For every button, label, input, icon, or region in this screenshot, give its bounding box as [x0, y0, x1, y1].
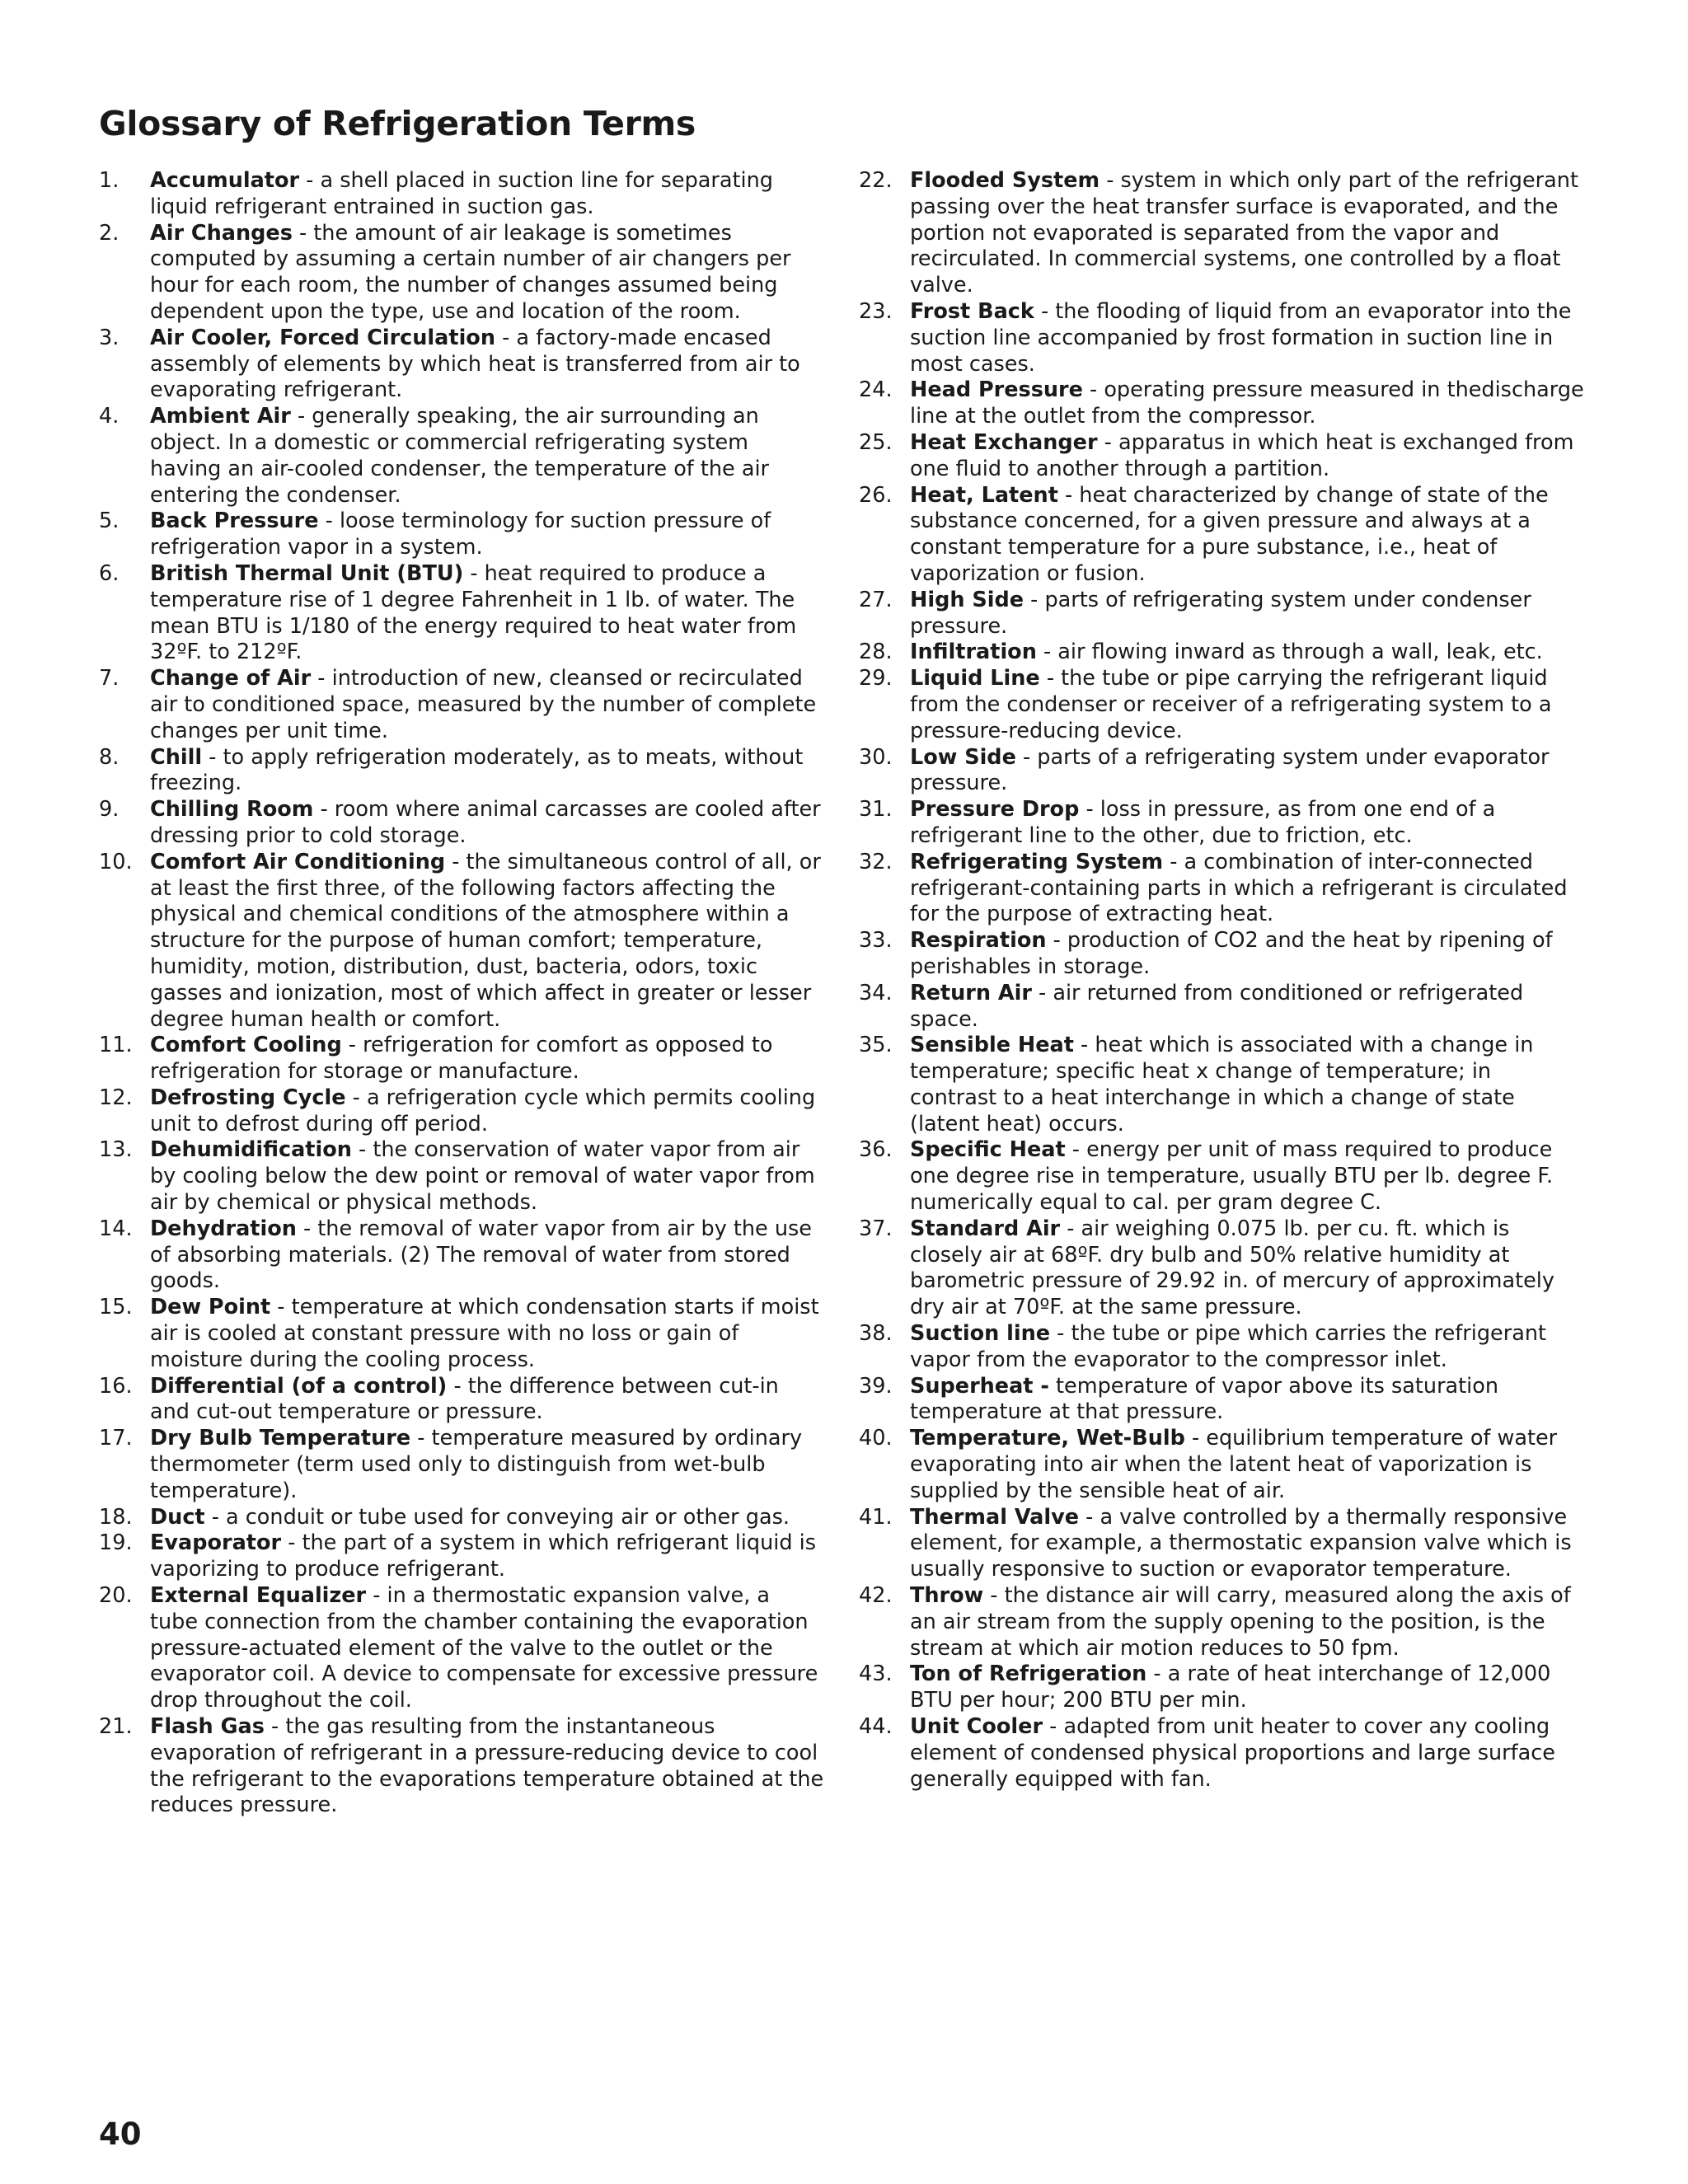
entry-number: 17. [99, 1426, 133, 1451]
entry-term: Superheat - [910, 1373, 1049, 1399]
entry-term: Flooded System [910, 168, 1100, 193]
entry-term: Infiltration [910, 640, 1037, 665]
entry-definition: - equilibrium temperature of water evaporating into air when the latent heat of vaporization is supplied by the sensible heat of air. [910, 1426, 1558, 1503]
entry-definition: - the tube or pipe carrying the refrigerant liquid from the condenser or receiver of a refrigerating system to a pressure-reducing device. [910, 666, 1552, 743]
glossary-entry [99, 561, 824, 666]
right-column [859, 168, 1584, 1793]
entry-number: 19. [99, 1530, 133, 1556]
entry-definition: - a conduit or tube used for conveying air or other gas. [204, 1504, 790, 1530]
entry-definition: - system in which only part of the refrigerant passing over the heat transfer surface is evaporated, and the portion not evaporated is separated from the vapor and recirculated. In commercial systems, one controlled by a float valve. [910, 168, 1578, 298]
entry-definition: - parts of a refrigerating system under evaporator pressure. [910, 744, 1550, 796]
entry-term: Ton of Refrigeration [910, 1661, 1147, 1687]
entry-number: 13. [99, 1137, 133, 1163]
entry-term: External Equalizer [150, 1583, 367, 1609]
glossary-entry [99, 850, 824, 1033]
entry-number: 14. [99, 1216, 133, 1241]
entry-definition: - the difference between cut-in and cut-out temperature or pressure. [150, 1373, 779, 1425]
entry-definition: temperature of vapor above its saturation temperature at that pressure. [910, 1373, 1499, 1425]
entry-number: 34. [859, 980, 893, 1005]
entry-definition: - heat characterized by change of state of the substance concerned, for a given pressure and always at a constant temperature for a pure substance, i.e., heat of vaporization or fusion. [910, 482, 1549, 586]
entry-term: Chill [150, 744, 203, 770]
entry-term: Flash Gas [150, 1714, 265, 1740]
entry-number: 44. [859, 1714, 893, 1740]
entry-definition: - the removal of water vapor from air by the use of absorbing materials. (2) The removal of water from stored goods. [150, 1216, 812, 1294]
entry-term: Throw [910, 1583, 984, 1609]
glossary-entry [859, 1661, 1584, 1714]
glossary-entry [859, 745, 1584, 798]
entry-number: 27. [859, 587, 893, 612]
entry-definition: - production of CO2 and the heat by ripening of perishables in storage. [910, 928, 1553, 979]
entry-term: High Side [910, 587, 1025, 612]
entry-definition: - a rate of heat interchange of 12,000 BTU per hour; 200 BTU per min. [910, 1661, 1551, 1713]
entry-number: 16. [99, 1373, 133, 1399]
left-column [99, 168, 824, 1819]
entry-number: 31. [859, 797, 893, 823]
entry-number: 12. [99, 1085, 133, 1110]
glossary-entry [99, 1583, 824, 1714]
glossary-entry [99, 1295, 824, 1373]
entry-term: Back Pressure [150, 509, 319, 534]
entry-number: 42. [859, 1583, 893, 1609]
entry-definition: - heat which is associated with a change in temperature; specific heat x change of temperature; in contrast to a heat interchange in which a change of state (latent heat) occurs. [910, 1033, 1534, 1137]
entry-definition: - the part of a system in which refrigerant liquid is vaporizing to produce refrigerant. [150, 1530, 816, 1582]
entry-term: Respiration [910, 928, 1047, 954]
entry-number: 39. [859, 1373, 893, 1399]
entry-number: 32. [859, 849, 893, 874]
glossary-entry [859, 483, 1584, 588]
entry-term: Comfort Cooling [150, 1033, 342, 1058]
entry-definition: - room where animal carcasses are cooled after dressing prior to cold storage. [150, 797, 821, 848]
entry-number: 7. [99, 666, 120, 691]
entry-term: Dry Bulb Temperature [150, 1426, 411, 1451]
glossary-entry [859, 1505, 1584, 1583]
page-number: 40 [99, 2116, 142, 2152]
entry-term: Change of Air [150, 666, 312, 691]
entry-number: 20. [99, 1583, 133, 1609]
entry-definition: - air weighing 0.075 lb. per cu. ft. which is closely air at 68ºF. dry bulb and 50% relative humidity at barometric pressure of 29.92 in. of mercury of approximately dry air at 70ºF. at the same pressure. [910, 1216, 1554, 1320]
entry-number: 6. [99, 560, 120, 586]
entry-number: 8. [99, 744, 120, 770]
entry-term: Return Air [910, 980, 1032, 1005]
glossary-entry [859, 797, 1584, 850]
entry-term: Unit Cooler [910, 1714, 1043, 1740]
entry-term: Evaporator [150, 1530, 282, 1556]
glossary-entry [859, 1374, 1584, 1427]
entry-definition: - loss in pressure, as from one end of a refrigerant line to the other, due to friction, etc. [910, 797, 1496, 848]
glossary-entry [99, 666, 824, 744]
glossary-entry [99, 1216, 824, 1295]
glossary-entry [99, 797, 824, 850]
entry-number: 30. [859, 744, 893, 770]
entry-term: Differential (of a control) [150, 1373, 448, 1399]
entry-definition: - a refrigeration cycle which permits cooling unit to defrost during off period. [150, 1085, 816, 1137]
glossary-entry [859, 1137, 1584, 1216]
entry-definition: - parts of refrigerating system under condenser pressure. [910, 587, 1531, 639]
entry-definition: - the gas resulting from the instantaneous evaporation of refrigerant in a pressure-reducing device to cool the refrigerant to the evaporations temperature obtained at the reduces pressure. [150, 1714, 824, 1818]
entry-number: 1. [99, 168, 120, 193]
entry-definition: - a combination of inter-connected refrigerant-containing parts in which a refrigerant is circulated for the purpose of extracting heat. [910, 849, 1568, 927]
entry-number: 43. [859, 1661, 893, 1687]
glossary-entry [859, 1714, 1584, 1793]
entry-term: Frost Back [910, 298, 1034, 324]
entry-number: 29. [859, 666, 893, 691]
entry-term: Pressure Drop [910, 797, 1080, 823]
entry-term: Sensible Heat [910, 1033, 1074, 1058]
glossary-entry [99, 1137, 824, 1216]
entry-term: Refrigerating System [910, 849, 1164, 874]
entry-term: Low Side [910, 744, 1016, 770]
glossary-entry [859, 588, 1584, 640]
glossary-entry [99, 1426, 824, 1504]
entry-term: Thermal Valve [910, 1504, 1080, 1530]
entry-term: Heat, Latent [910, 482, 1058, 508]
entry-definition: - temperature at which condensation starts if moist air is cooled at constant pressure with no loss or gain of moisture during the cooling process. [150, 1295, 819, 1372]
glossary-entry [99, 326, 824, 404]
entry-number: 23. [859, 298, 893, 324]
glossary-entry [99, 1085, 824, 1138]
entry-term: Liquid Line [910, 666, 1040, 691]
entry-number: 28. [859, 640, 893, 665]
glossary-entry [859, 1216, 1584, 1321]
entry-definition: - the conservation of water vapor from air by cooling below the dew point or removal of water vapor from air by chemical or physical methods. [150, 1137, 815, 1216]
entry-term: British Thermal Unit (BTU) [150, 560, 464, 586]
entry-definition: - the distance air will carry, measured along the axis of an air stream from the supply opening to the position, is the stream at which air motion reduces to 50 fpm. [910, 1583, 1571, 1661]
entry-definition: - the simultaneous control of all, or at least the first three, of the following factors affecting the physical and chemical conditions of the atmosphere within a structure for the purpose of human comfort; temperature, humidity, motion, distribution, dust, bacteria, odors, toxic gasses and ionization, most of which affect in greater or lesser degree human health or comfort. [150, 849, 821, 1032]
entry-term: Comfort Air Conditioning [150, 849, 446, 874]
entry-term: Standard Air [910, 1216, 1061, 1241]
entry-definition: - refrigeration for comfort as opposed to refrigeration for storage or manufacture. [150, 1033, 773, 1085]
entry-number: 25. [859, 429, 893, 455]
glossary-entry [859, 666, 1584, 744]
entry-number: 4. [99, 404, 120, 429]
entry-number: 10. [99, 849, 133, 874]
entry-definition: - a valve controlled by a thermally responsive element, for example, a thermostatic expansion valve which is usually responsive to suction or evaporator temperature. [910, 1504, 1572, 1582]
entry-term: Air Changes [150, 220, 293, 246]
entry-definition: - the amount of air leakage is sometimes computed by assuming a certain number of air changers per hour for each room, the number of changes assumed being dependent upon the type, use and location of the room. [150, 220, 791, 324]
glossary-entry [859, 1033, 1584, 1137]
glossary-entry [859, 928, 1584, 981]
entry-term: Specific Heat [910, 1137, 1066, 1163]
glossary-entry [859, 1321, 1584, 1374]
glossary-entry [859, 377, 1584, 430]
entry-term: Air Cooler, Forced Circulation [150, 325, 495, 350]
entry-term: Dehumidification [150, 1137, 352, 1163]
entry-term: Dew Point [150, 1295, 271, 1320]
entry-term: Dehydration [150, 1216, 297, 1241]
entry-number: 5. [99, 509, 120, 534]
entry-term: Ambient Air [150, 404, 291, 429]
entry-number: 9. [99, 797, 120, 823]
glossary-entry [859, 168, 1584, 299]
glossary-entry [99, 1033, 824, 1085]
entry-number: 38. [859, 1321, 893, 1347]
glossary-entry [859, 850, 1584, 928]
entry-definition: - generally speaking, the air surrounding an object. In a domestic or commercial refrigerating system having an air-cooled condenser, the temperature of the air entering the condenser. [150, 404, 770, 508]
entry-definition: - air returned from conditioned or refrigerated space. [910, 980, 1524, 1032]
entry-definition: - the flooding of liquid from an evaporator into the suction line accompanied by frost formation in suction line in most cases. [910, 298, 1572, 377]
glossary-entry [99, 1374, 824, 1427]
entry-definition: - a factory-made encased assembly of elements by which heat is transferred from air to evaporating refrigerant. [150, 325, 800, 403]
entry-number: 37. [859, 1216, 893, 1241]
glossary-entry [99, 745, 824, 798]
page-title: Glossary of Refrigeration Terms [99, 104, 696, 143]
entry-term: Duct [150, 1504, 205, 1530]
entry-term: Head Pressure [910, 377, 1083, 403]
entry-number: 15. [99, 1295, 133, 1320]
glossary-entry [99, 1505, 824, 1531]
entry-definition: - apparatus in which heat is exchanged from one fluid to another through a partition. [910, 429, 1574, 481]
entry-definition: - a shell placed in suction line for separating liquid refrigerant entrained in suction gas. [150, 168, 773, 219]
entry-number: 41. [859, 1504, 893, 1530]
entry-definition: - in a thermostatic expansion valve, a tube connection from the chamber containing the evaporation pressure-actuated element of the valve to the outlet or the evaporator coil. A device to compensate for excessive pressure drop throughout the coil. [150, 1583, 818, 1713]
entry-definition: - to apply refrigeration moderately, as to meats, without freezing. [150, 744, 804, 796]
entry-definition: - the tube or pipe which carries the refrigerant vapor from the evaporator to the compressor inlet. [910, 1321, 1546, 1372]
entry-number: 21. [99, 1714, 133, 1740]
entry-term: Temperature, Wet-Bulb [910, 1426, 1185, 1451]
entry-definition: - air flowing inward as through a wall, leak, etc. [1036, 640, 1543, 665]
glossary-entry [859, 640, 1584, 666]
entry-number: 35. [859, 1033, 893, 1058]
entry-definition: - loose terminology for suction pressure of refrigeration vapor in a system. [150, 509, 771, 560]
glossary-entry [859, 1426, 1584, 1504]
entry-definition: - heat required to produce a temperature rise of 1 degree Fahrenheit in 1 lb. of water. The mean BTU is 1/180 of the energy required to heat water from 32ºF. to 212ºF. [150, 560, 797, 665]
entry-number: 26. [859, 482, 893, 508]
entry-number: 33. [859, 928, 893, 954]
entry-term: Heat Exchanger [910, 429, 1098, 455]
glossary-entry [99, 221, 824, 326]
glossary-entry [99, 1714, 824, 1819]
entry-definition: - operating pressure measured in thedischarge line at the outlet from the compressor. [910, 377, 1584, 429]
entry-number: 40. [859, 1426, 893, 1451]
glossary-entry [99, 1530, 824, 1583]
entry-number: 36. [859, 1137, 893, 1163]
entry-number: 11. [99, 1033, 133, 1058]
entry-term: Chilling Room [150, 797, 314, 823]
entry-term: Defrosting Cycle [150, 1085, 346, 1110]
glossary-entry [99, 404, 824, 509]
glossary-entry [859, 299, 1584, 377]
entry-number: 24. [859, 377, 893, 403]
entry-definition: - temperature measured by ordinary thermometer (term used only to distinguish from wet-bulb temperature). [150, 1426, 803, 1503]
glossary-entry [859, 430, 1584, 483]
left-term-list [99, 168, 824, 1819]
entry-number: 2. [99, 220, 120, 246]
entry-term: Suction line [910, 1321, 1051, 1347]
right-term-list [859, 168, 1584, 1793]
glossary-entry [859, 981, 1584, 1033]
glossary-entry [859, 1583, 1584, 1661]
glossary-entry [99, 168, 824, 221]
entry-number: 3. [99, 325, 120, 350]
entry-definition: - adapted from unit heater to cover any cooling element of condensed physical proportions and large surface generally equipped with fan. [910, 1714, 1555, 1792]
entry-number: 18. [99, 1504, 133, 1530]
entry-term: Accumulator [150, 168, 300, 193]
entry-definition: - introduction of new, cleansed or recirculated air to conditioned space, measured by the number of complete changes per unit time. [150, 666, 817, 743]
glossary-entry [99, 509, 824, 561]
entry-number: 22. [859, 168, 893, 193]
entry-definition: - energy per unit of mass required to produce one degree rise in temperature, usually BTU per lb. degree F. numerically equal to cal. per gram degree C. [910, 1137, 1554, 1216]
